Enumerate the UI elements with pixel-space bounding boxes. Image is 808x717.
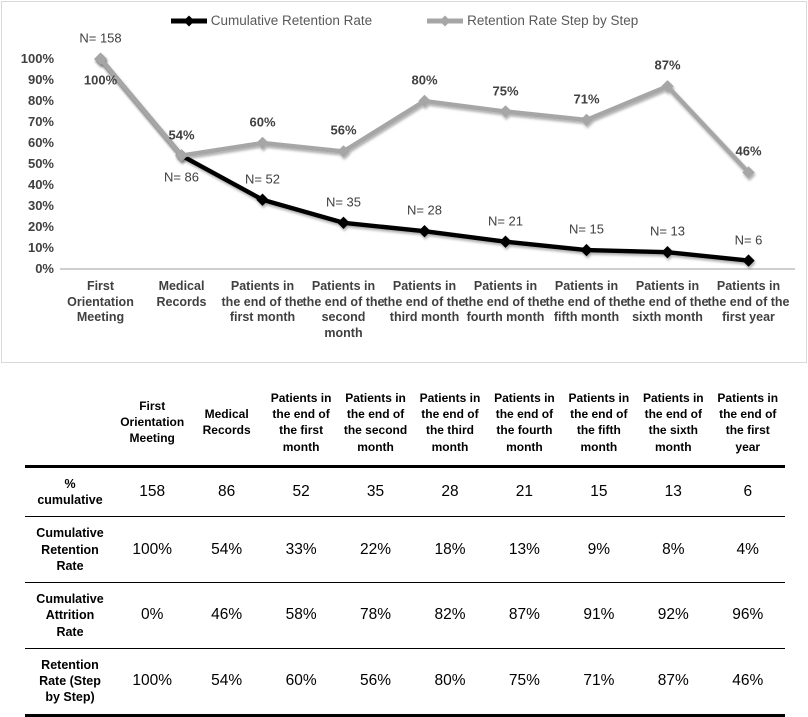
x-axis-category-label: Patients in the end of the third month bbox=[383, 279, 466, 325]
table-cell: 46% bbox=[189, 583, 263, 649]
table-cell: 82% bbox=[413, 583, 487, 649]
table-cell: 100% bbox=[115, 517, 189, 583]
table-cell: 33% bbox=[264, 517, 338, 583]
data-point-label: 46% bbox=[735, 143, 762, 159]
data-point-label: N= 21 bbox=[487, 213, 524, 229]
x-axis-category-label: Patients in the end of the fourth month bbox=[464, 279, 547, 325]
data-point-marker bbox=[661, 246, 673, 258]
table-cell: 46% bbox=[711, 648, 786, 715]
table-header-cell: First Orientation Meeting bbox=[115, 376, 189, 466]
table-cell: 13% bbox=[487, 517, 561, 583]
x-axis-category-label: Patients in the end of the first month bbox=[221, 279, 304, 325]
data-point-label: N= 35 bbox=[325, 194, 362, 210]
table-cell: 87% bbox=[636, 648, 710, 715]
x-axis-category-label: Medical Records bbox=[156, 279, 207, 309]
table-cell: 21 bbox=[487, 466, 561, 517]
table-cell: 13 bbox=[636, 466, 710, 517]
data-point-label: N= 15 bbox=[568, 221, 605, 237]
y-axis-tick-label: 70% bbox=[27, 114, 54, 129]
data-point-label: N= 86 bbox=[163, 169, 200, 185]
table-cell: 22% bbox=[338, 517, 412, 583]
table-row-label: Cumulative Retention Rate bbox=[25, 517, 115, 583]
x-axis-category-label: Patients in the end of the sixth month bbox=[626, 279, 709, 325]
table-cell: 4% bbox=[711, 517, 786, 583]
table-cell: 0% bbox=[115, 583, 189, 649]
table-cell: 96% bbox=[711, 583, 786, 649]
data-point-marker bbox=[580, 114, 592, 126]
table-cell: 80% bbox=[413, 648, 487, 715]
table-cell: 87% bbox=[487, 583, 561, 649]
data-point-label: 71% bbox=[573, 91, 600, 107]
line-diamond-marker-icon bbox=[170, 15, 208, 27]
chart-svg bbox=[2, 2, 806, 362]
table-header-cell: Medical Records bbox=[189, 376, 263, 466]
retention-table bbox=[25, 376, 785, 717]
table-cell: 28 bbox=[413, 466, 487, 517]
data-point-label: N= 158 bbox=[79, 30, 122, 46]
x-axis-category-label: Patients in the end of the second month bbox=[302, 279, 385, 340]
table-cell: 18% bbox=[413, 517, 487, 583]
table-row bbox=[25, 517, 785, 583]
table-cell: 54% bbox=[189, 517, 263, 583]
legend-item-cumulative-retention-rate bbox=[170, 13, 372, 28]
table-header-cell: Patients in the end of the first month bbox=[264, 376, 338, 466]
data-point-label: 75% bbox=[492, 83, 519, 98]
y-axis-tick-label: 40% bbox=[27, 177, 54, 192]
legend-label: Retention Rate Step by Step bbox=[467, 13, 639, 28]
data-point-marker bbox=[418, 225, 430, 237]
table-cell: 71% bbox=[562, 648, 636, 715]
y-axis-tick-label: 50% bbox=[27, 156, 54, 171]
table-cell: 35 bbox=[338, 466, 412, 517]
legend-item-retention-rate-step-by-step bbox=[426, 13, 638, 28]
x-axis-category-label: Patients in the end of the first year bbox=[707, 279, 790, 325]
x-axis-category-label: Patients in the end of the fifth month bbox=[545, 279, 628, 325]
table-header-row bbox=[25, 376, 785, 466]
data-point-marker bbox=[337, 217, 349, 229]
chart-legend bbox=[2, 13, 806, 28]
table-cell: 52 bbox=[264, 466, 338, 517]
data-point-marker bbox=[499, 105, 511, 117]
table-body bbox=[25, 466, 785, 715]
table-row bbox=[25, 466, 785, 517]
table-cell: 9% bbox=[562, 517, 636, 583]
table-cell: 92% bbox=[636, 583, 710, 649]
table-header-cell: Patients in the end of the sixth month bbox=[636, 376, 710, 466]
table-cell: 78% bbox=[338, 583, 412, 649]
table-corner-cell bbox=[25, 376, 115, 466]
table-header-cell: Patients in the end of the second month bbox=[338, 376, 412, 466]
table-row-label: Cumulative Attrition Rate bbox=[25, 583, 115, 649]
y-axis-tick-label: 80% bbox=[27, 93, 54, 108]
table-cell: 8% bbox=[636, 517, 710, 583]
data-point-marker bbox=[742, 254, 754, 266]
table-cell: 60% bbox=[264, 648, 338, 715]
table-header-cell: Patients in the end of the fifth month bbox=[562, 376, 636, 466]
table-row-label: % cumulative bbox=[25, 466, 115, 517]
y-axis-tick-label: 30% bbox=[27, 198, 54, 213]
table-cell: 100% bbox=[115, 648, 189, 715]
table-row bbox=[25, 583, 785, 649]
y-axis-tick-label: 100% bbox=[20, 51, 54, 66]
table-header-cell: Patients in the end of the first year bbox=[711, 376, 786, 466]
table-cell: 75% bbox=[487, 648, 561, 715]
table-cell: 158 bbox=[115, 466, 189, 517]
data-point-label: N= 28 bbox=[406, 202, 443, 218]
page bbox=[0, 1, 808, 703]
data-point-label: 54% bbox=[168, 127, 195, 143]
line-diamond-marker-icon bbox=[426, 15, 464, 27]
data-point-label: N= 6 bbox=[734, 232, 763, 248]
y-axis-tick-label: 0% bbox=[35, 261, 54, 276]
y-axis-tick-label: 90% bbox=[27, 72, 54, 87]
data-point-label: N= 52 bbox=[244, 171, 281, 187]
x-axis-category-label: First Orientation Meeting bbox=[67, 279, 134, 325]
table-cell: 54% bbox=[189, 648, 263, 715]
table-head bbox=[25, 376, 785, 466]
legend-label: Cumulative Retention Rate bbox=[210, 13, 373, 28]
table-cell: 15 bbox=[562, 466, 636, 517]
data-point-marker bbox=[499, 236, 511, 248]
y-axis-tick-label: 20% bbox=[27, 219, 54, 234]
data-point-marker bbox=[256, 137, 268, 149]
table-row bbox=[25, 648, 785, 715]
data-point-label: 56% bbox=[330, 122, 357, 138]
data-point-label: 87% bbox=[654, 57, 681, 73]
chart-panel bbox=[1, 1, 807, 363]
table-cell: 91% bbox=[562, 583, 636, 649]
table-cell: 58% bbox=[264, 583, 338, 649]
table-header-cell: Patients in the end of the third month bbox=[413, 376, 487, 466]
y-axis-tick-label: 10% bbox=[27, 240, 54, 255]
data-point-label: N= 13 bbox=[649, 223, 686, 239]
table-cell: 6 bbox=[711, 466, 786, 517]
table-cell: 56% bbox=[338, 648, 412, 715]
y-axis-tick-label: 60% bbox=[27, 135, 54, 150]
table-row-label: Retention Rate (Step by Step) bbox=[25, 648, 115, 715]
table-header-cell: Patients in the end of the fourth month bbox=[487, 376, 561, 466]
data-point-label: 100% bbox=[83, 72, 118, 88]
table-cell: 86 bbox=[189, 466, 263, 517]
data-point-marker bbox=[580, 244, 592, 256]
data-point-label: 60% bbox=[249, 114, 276, 130]
table-wrap bbox=[25, 376, 808, 717]
data-point-label: 80% bbox=[411, 72, 438, 88]
